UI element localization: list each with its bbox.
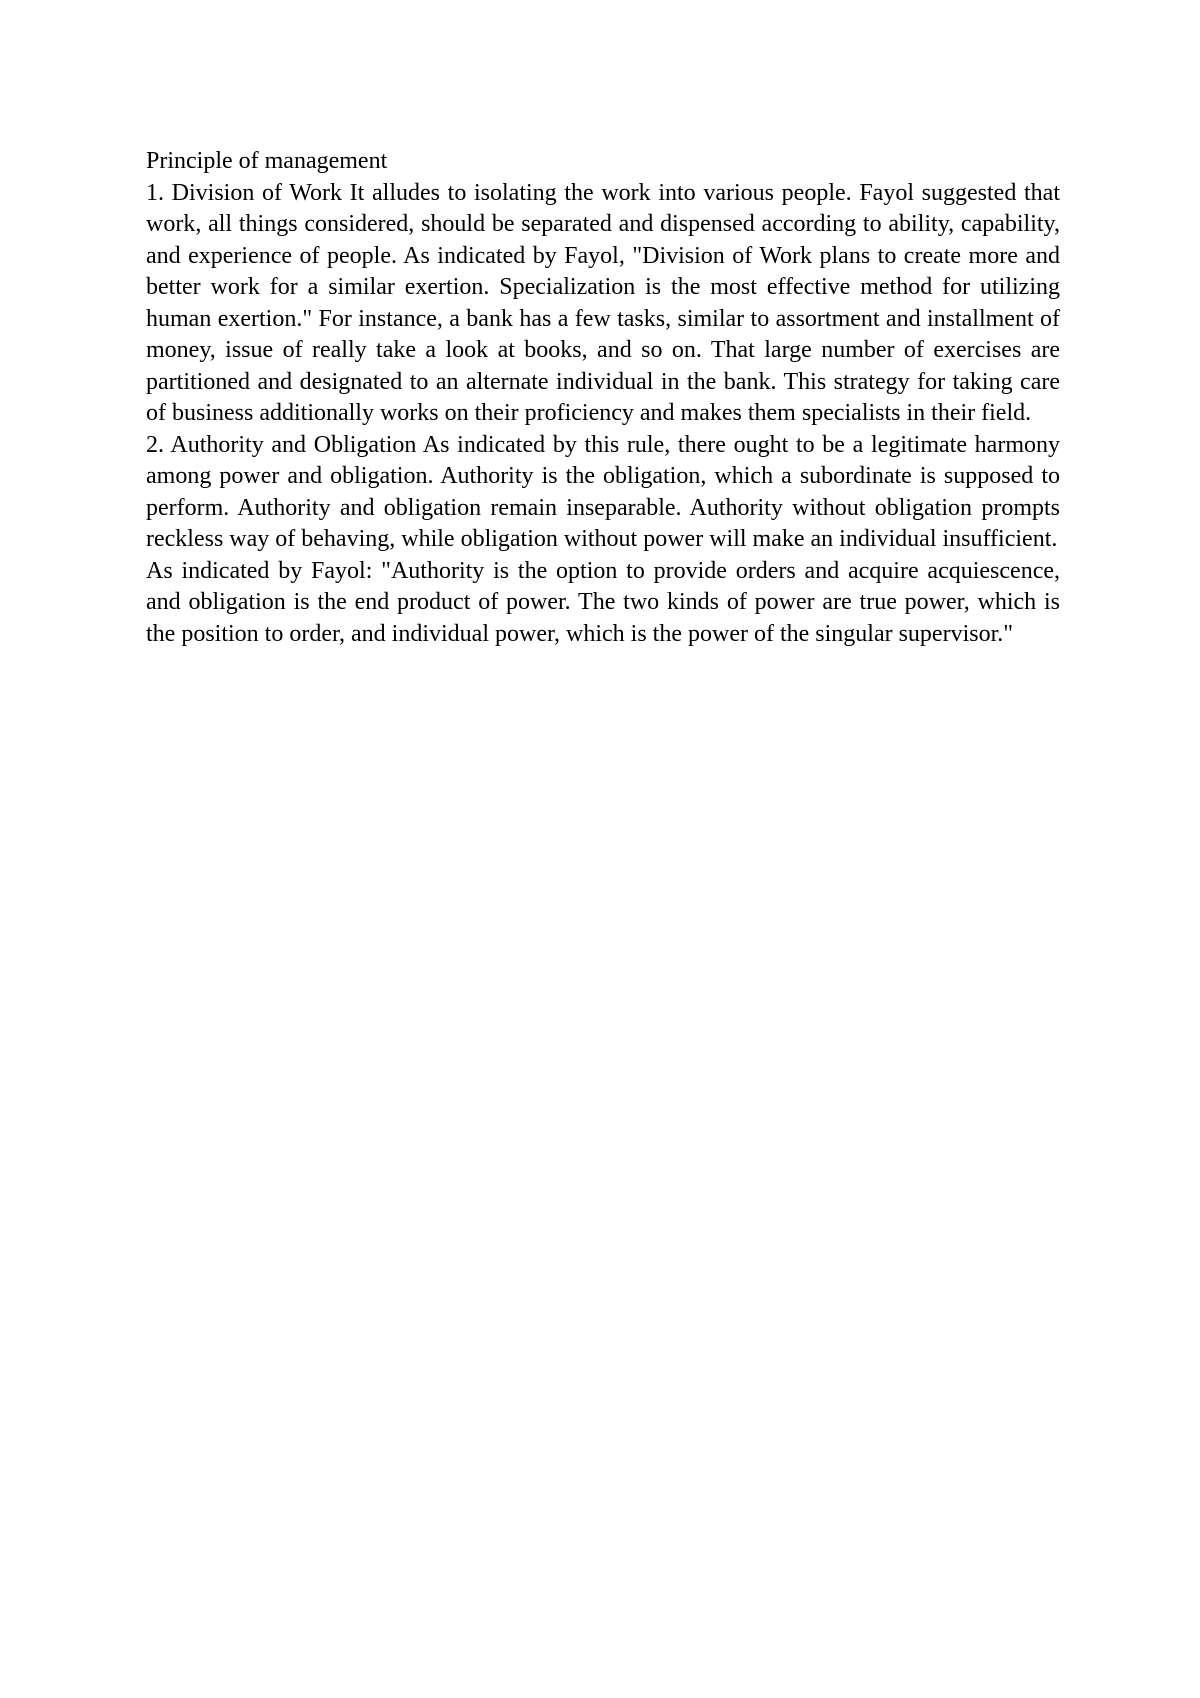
paragraph-division-of-work: 1. Division of Work It alludes to isolating the work into various people. Fayol suggested that work, all things considered, should be separated and dispensed according to ability, capability, and experience of people. As indicated by Fayol, "Division of Work plans to create more and better work for a similar exertion. Specialization is the most effective method for utilizing human exertion." For instance, a bank has a few tasks, similar to assortment and installment of money, issue of really take a look at books, and so on. That large number of exercises are partitioned and designated to an alternate individual in the bank. This strategy for taking care of business additionally works on their proficiency and makes them specialists in their field.: [146, 179, 1060, 426]
paragraph-fayol-quote: As indicated by Fayol: "Authority is the option to provide orders and acquire acquiescence, and obligation is the end product of power. The two kinds of power are true power, which is the position to order, and individual power, which is the power of the singular supervisor.": [146, 557, 1060, 647]
document-title: Principle of management: [146, 148, 388, 174]
paragraph-authority-and-obligation: 2. Authority and Obligation As indicated by this rule, there ought to be a legitimate harmony among power and obligation. Authority is the obligation, which a subordinate is supposed to perform. Authority and obligation remain inseparable. Authority without obligation prompts reckless way of behaving, while obligation without power will make an individual insufficient.: [146, 431, 1060, 552]
document-body: [146, 146, 1060, 650]
